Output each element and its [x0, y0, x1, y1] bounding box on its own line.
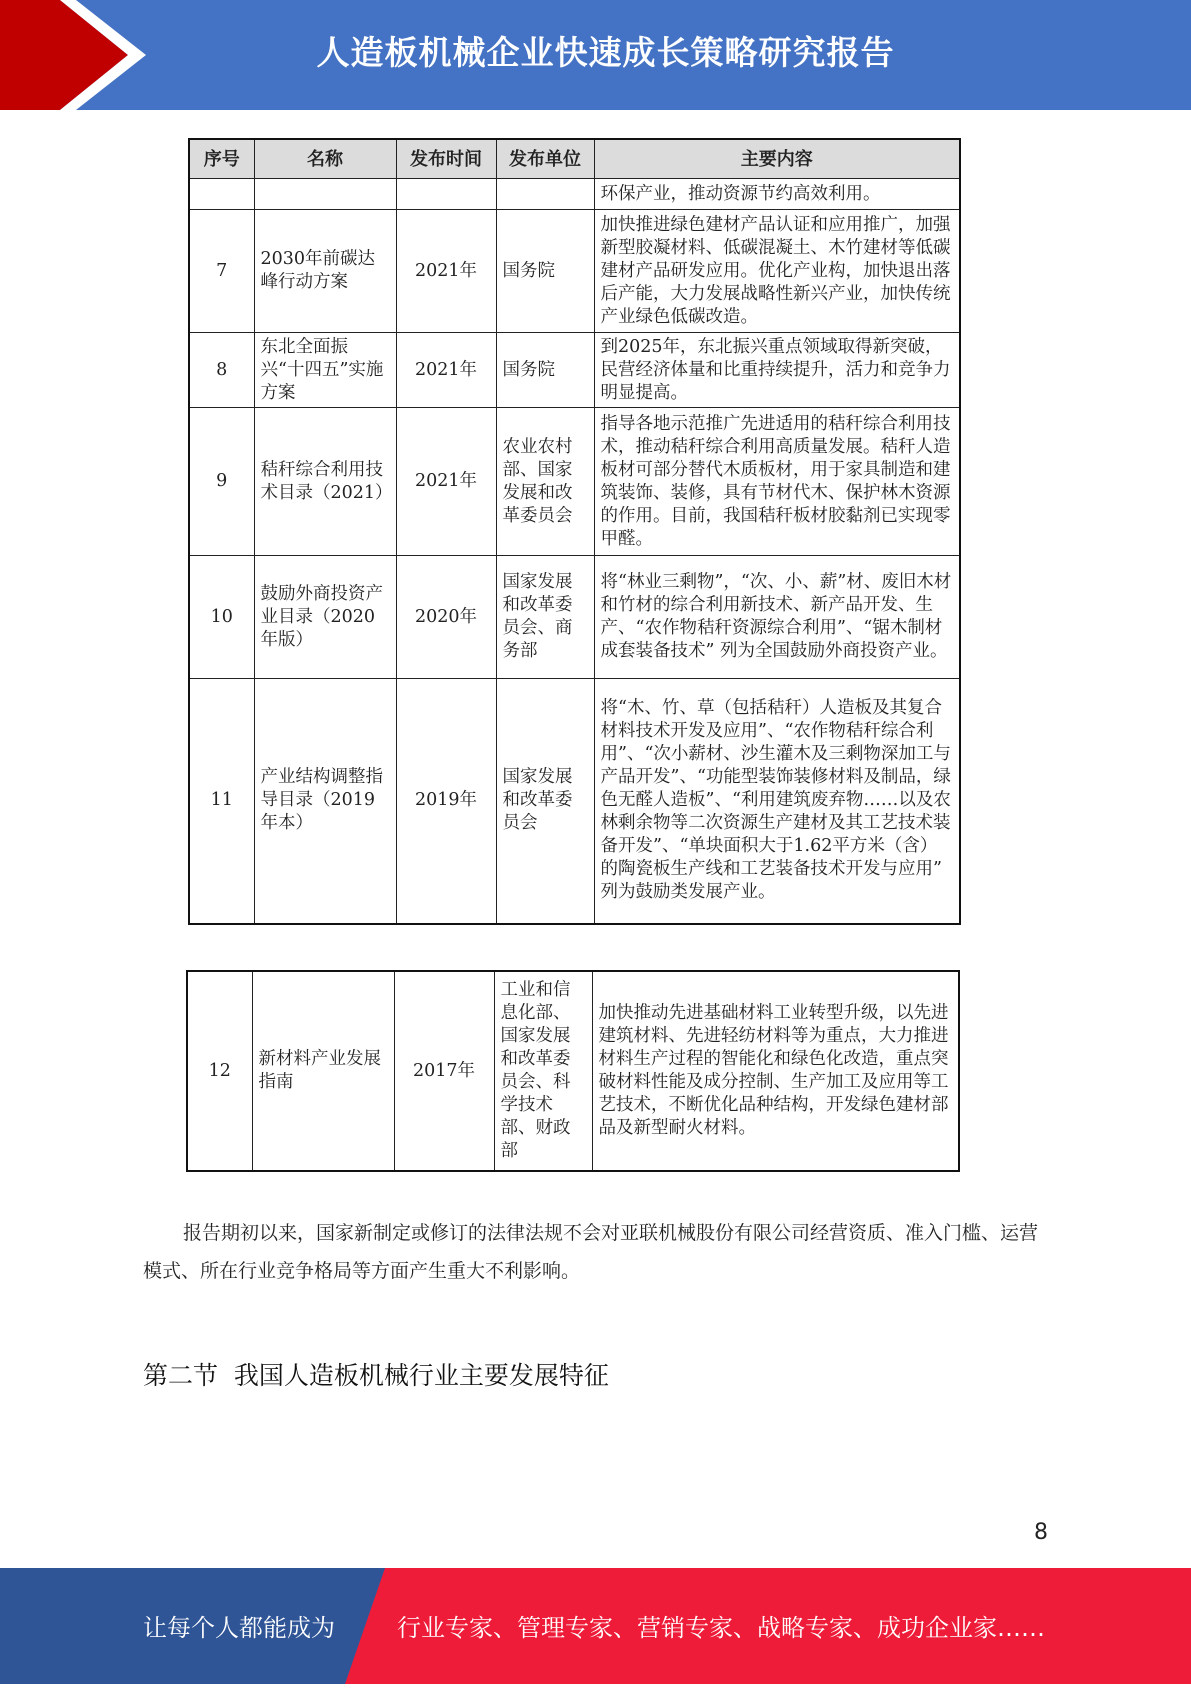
row-name: 秸秆综合利用技术目录（2021）	[254, 408, 396, 556]
table-row	[189, 333, 960, 408]
row-content: 将“木、竹、草（包括秸秆）人造板及其复合材料技术开发及应用”、“农作物秸秆综合利用”、“次小薪材、沙生灌木及三剩物深加工与产品开发”、“功能型装饰装修材料及制品，绿色无醛人造板”、“利用建筑废弃物……以及农林剩余物等二次资源生产建材及其工艺技术装备开发”、“单块面积大于1.62平方米（含）的陶瓷板生产线和工艺装备技术开发与应用” 列为鼓励类发展产业。	[594, 679, 960, 924]
row-date: 2020年	[396, 556, 496, 679]
row-date: 2021年	[396, 408, 496, 556]
footer-slogan-right: 行业专家、管理专家、营销专家、战略专家、成功企业家……	[397, 1614, 1045, 1642]
policy-table-continued	[186, 970, 960, 1172]
table-header-row	[189, 139, 960, 179]
row-issuer	[496, 179, 594, 210]
row-date: 2019年	[396, 679, 496, 924]
row-content: 将“林业三剩物”，“次、小、薪”材、废旧木材和竹材的综合利用新技术、新产品开发、生产、“农作物秸秆资源综合利用”、“锯木制材成套装备技术” 列为全国鼓励外商投资产业。	[594, 556, 960, 679]
column-header-content: 主要内容	[594, 139, 960, 179]
header-banner	[0, 0, 1191, 110]
row-issuer: 国家发展和改革委员会、商务部	[496, 556, 594, 679]
row-number: 9	[189, 408, 254, 556]
row-number: 7	[189, 210, 254, 333]
row-content: 环保产业，推动资源节约高效利用。	[594, 179, 960, 210]
row-name: 鼓励外商投资产业目录（2020年版）	[254, 556, 396, 679]
page-number: 8	[1034, 1520, 1048, 1545]
row-content: 指导各地示范推广先进适用的秸秆综合利用技术，推动秸秆综合利用高质量发展。秸秆人造板材可部分替代木质板材，用于家具制造和建筑装饰、装修，具有节材代木、保护林木资源的作用。目前，我国秸秆板材胶黏剂已实现零甲醛。	[594, 408, 960, 556]
row-issuer: 国家发展和改革委员会	[496, 679, 594, 924]
row-number: 8	[189, 333, 254, 408]
table-row	[189, 679, 960, 924]
table-row	[189, 210, 960, 333]
row-name: 产业结构调整指导目录（2019年本）	[254, 679, 396, 924]
header-chevron-decoration	[0, 0, 150, 110]
column-header-name: 名称	[254, 139, 396, 179]
row-date: 2021年	[396, 210, 496, 333]
report-title: 人造板机械企业快速成长策略研究报告	[316, 33, 895, 72]
row-name: 东北全面振兴“十四五”实施方案	[254, 333, 396, 408]
row-date: 2017年	[394, 971, 494, 1171]
column-header-issuer: 发布单位	[496, 139, 594, 179]
row-issuer: 农业农村部、国家发展和改革委员会	[496, 408, 594, 556]
row-number	[189, 179, 254, 210]
row-issuer: 国务院	[496, 210, 594, 333]
row-date	[396, 179, 496, 210]
row-name: 2030年前碳达峰行动方案	[254, 210, 396, 333]
policy-table	[188, 138, 961, 925]
row-date: 2021年	[396, 333, 496, 408]
table-row	[189, 408, 960, 556]
row-number: 10	[189, 556, 254, 679]
row-number: 11	[189, 679, 254, 924]
section-heading: 第二节 我国人造板机械行业主要发展特征	[143, 1361, 609, 1390]
footer-banner	[0, 1568, 1191, 1684]
row-content: 加快推动先进基础材料工业转型升级，以先进建筑材料、先进轻纺材料等为重点，大力推进材料生产过程的智能化和绿色化改造，重点突破材料性能及成分控制、生产加工及应用等工艺技术，不断优化品种结构，开发绿色建材部品及新型耐火材料。	[592, 971, 959, 1171]
row-number: 12	[187, 971, 252, 1171]
table-row	[187, 971, 959, 1171]
table-row	[189, 179, 960, 210]
row-content: 加快推进绿色建材产品认证和应用推广，加强新型胶凝材料、低碳混凝土、木竹建材等低碳建材产品研发应用。优化产业构，加快退出落后产能，大力发展战略性新兴产业，加快传统产业绿色低碳改造。	[594, 210, 960, 333]
row-issuer: 工业和信息化部、国家发展和改革委员会、科学技术部、财政部	[494, 971, 592, 1171]
column-header-number: 序号	[189, 139, 254, 179]
row-name: 新材料产业发展指南	[252, 971, 394, 1171]
footer-slogan-left: 让每个人都能成为	[143, 1614, 335, 1642]
row-issuer: 国务院	[496, 333, 594, 408]
table-row	[189, 556, 960, 679]
row-name	[254, 179, 396, 210]
row-content: 到2025年，东北振兴重点领域取得新突破，民营经济体量和比重持续提升，活力和竞争力明显提高。	[594, 333, 960, 408]
body-paragraph: 报告期初以来，国家新制定或修订的法律法规不会对亚联机械股份有限公司经营资质、准入门槛、运营模式、所在行业竞争格局等方面产生重大不利影响。	[143, 1222, 1039, 1282]
column-header-date: 发布时间	[396, 139, 496, 179]
